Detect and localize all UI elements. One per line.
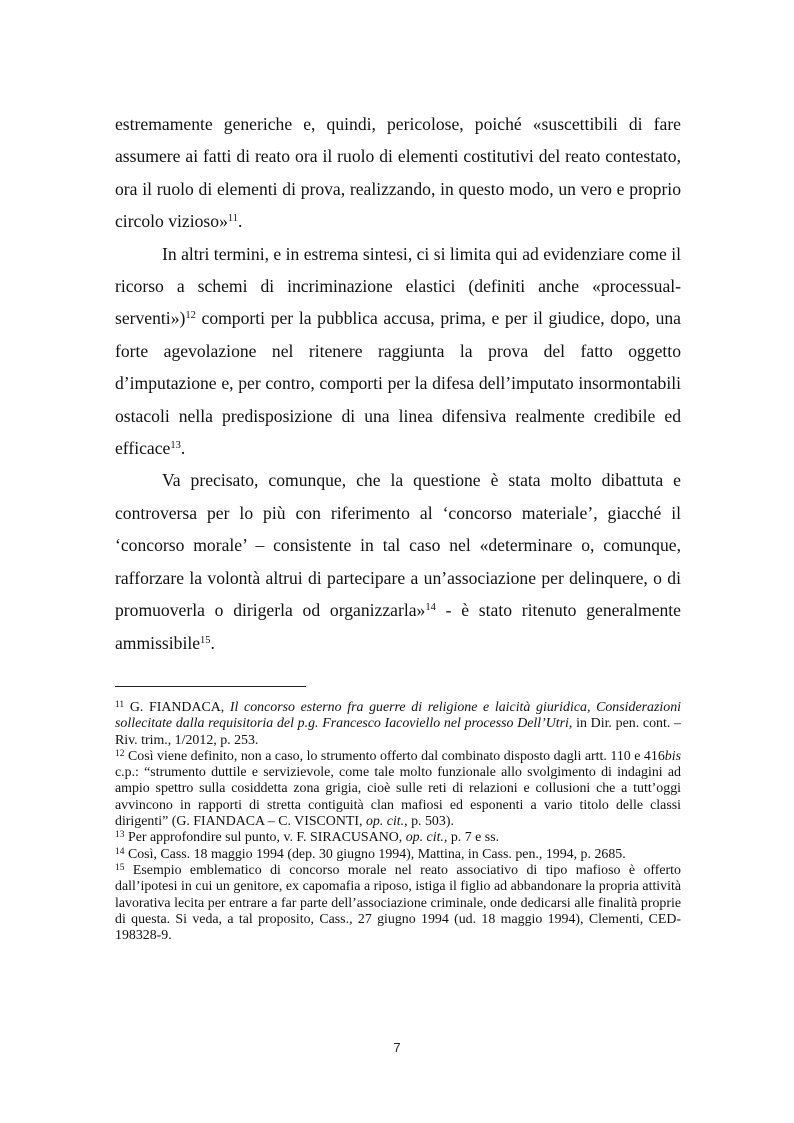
footnote-number: 12 (115, 748, 125, 759)
paragraph-3-end: . (210, 632, 215, 653)
footnotes (115, 700, 681, 944)
footnote-ref-11[interactable]: 11 (227, 213, 238, 225)
footnote-12-bis: bis (664, 748, 681, 764)
footnote-12-text-c: , p. 503). (404, 814, 454, 830)
footnote-ref-15[interactable]: 15 (200, 634, 211, 646)
paragraph-2-text-a: In altri termini, e in estrema sintesi, ci si limita qui ad evidenziare come il ricorso a schemi di incriminazione elastici (definiti anche «processual-serventi») (115, 243, 681, 329)
footnote-11-title: Il concorso esterno fra guerre di religione e laicità giuridica, Considerazioni sollecitate dalla requisitoria del p.g. Francesco Iacoviello nel processo Dell’Utri, (115, 700, 681, 732)
paragraph-2 (115, 238, 681, 465)
footnote-12-opcit: op. cit. (365, 814, 405, 830)
footnote-number: 11 (115, 700, 125, 710)
footnote-ref-13[interactable]: 13 (170, 440, 181, 452)
page-number: 7 (393, 1040, 401, 1055)
footnote-13-text-b: p. 7 e ss. (447, 830, 500, 846)
paragraph-2-text-b: comporti per la pubblica accusa, prima, e per il giudice, dopo, una forte agevolazione nel ritenere raggiunta la prova del fatto oggetto d’imputazione e, per contro, comporti per la difesa dell’imputato insormontabili ostacoli nella predisposizione di una linea difensiva realmente credibile ed efficace (115, 308, 681, 459)
footnote-11 (115, 700, 681, 749)
footnote-14-text: Così, Cass. 18 maggio 1994 (dep. 30 giugno 1994), Mattina, in Cass. pen., 1994, p. 2685. (124, 846, 626, 862)
footnote-number: 13 (115, 830, 125, 841)
footnote-ref-12[interactable]: 12 (185, 310, 196, 322)
paragraph-3 (115, 464, 681, 658)
footnote-15-text: Esempio emblematico di concorso morale nel reato associativo di tipo mafioso è offerto dall’ipotesi in cui un genitore, ex capomafia a riposo, istiga il figlio ad abbandonare la propria attività lavorativa lecita per entrare a far parte dell’associazione criminale, onde dedicarsi alle finalità proprie di questa. Si veda, a tal proposito, Cass., 27 giugno 1994 (ud. 18 maggio 1994), Clementi, CED-198328-9. (115, 862, 681, 944)
paragraph-3-text-b: - è stato ritenuto generalmente ammissibile (115, 600, 681, 653)
footnote-number: 15 (115, 862, 125, 873)
footnote-13-text-a: Per approfondire sul punto, v. F. SIRACUSANO, (124, 830, 406, 846)
paragraph-1-end: . (238, 211, 243, 232)
footnote-12 (115, 749, 681, 830)
footnote-number: 14 (115, 846, 125, 857)
footnote-14 (115, 847, 681, 863)
footnote-separator (115, 686, 306, 687)
main-text (115, 108, 681, 659)
footnote-13-opcit: op. cit., (405, 830, 448, 846)
footnote-13 (115, 830, 681, 846)
footnote-15 (115, 863, 681, 944)
footnote-11-rest: in Dir. pen. cont. – Riv. trim., 1/2012, p. 253. (115, 716, 681, 748)
footnote-12-text-a: Così viene definito, non a caso, lo strumento offerto dal combinato disposto dagli artt. 110 e 416 (124, 748, 665, 764)
footnote-11-author: G. FIANDACA, (124, 700, 230, 715)
paragraph-1 (115, 108, 681, 238)
footnote-12-text-b: c.p.: “strumento duttile e servizievole, come tale molto funzionale allo svolgimento di indagini ad ampio spettro sulla cosiddetta zona grigia, cioè sulle reti di relazioni e collusioni che a tutt’oggi avvincono in rapporti di stretta contiguità clan mafiosi ed esponenti a vario titolo delle classi dirigenti” (G. FIANDACA – C. VISCONTI, (115, 765, 681, 830)
paragraph-2-end: . (180, 438, 186, 459)
footnote-ref-14[interactable]: 14 (425, 602, 436, 614)
paragraph-3-text-a: Va precisato, comunque, che la questione è stata molto dibattuta e controversa per lo più con riferimento al ‘concorso materiale’, giacché il ‘concorso morale’ – consistente in tal caso nel «determinare o, comunque, rafforzare la volontà altrui di partecipare a un’associazione per delinquere, o di promuoverla o dirigerla od organizzarla» (115, 470, 681, 621)
paragraph-1-text: estremamente generiche e, quindi, pericolose, poiché «suscettibili di fare assumere ai fatti di reato ora il ruolo di elementi costitutivi del reato contestato, ora il ruolo di elementi di prova, realizzando, in questo modo, un vero e proprio circolo vizioso» (115, 114, 681, 232)
